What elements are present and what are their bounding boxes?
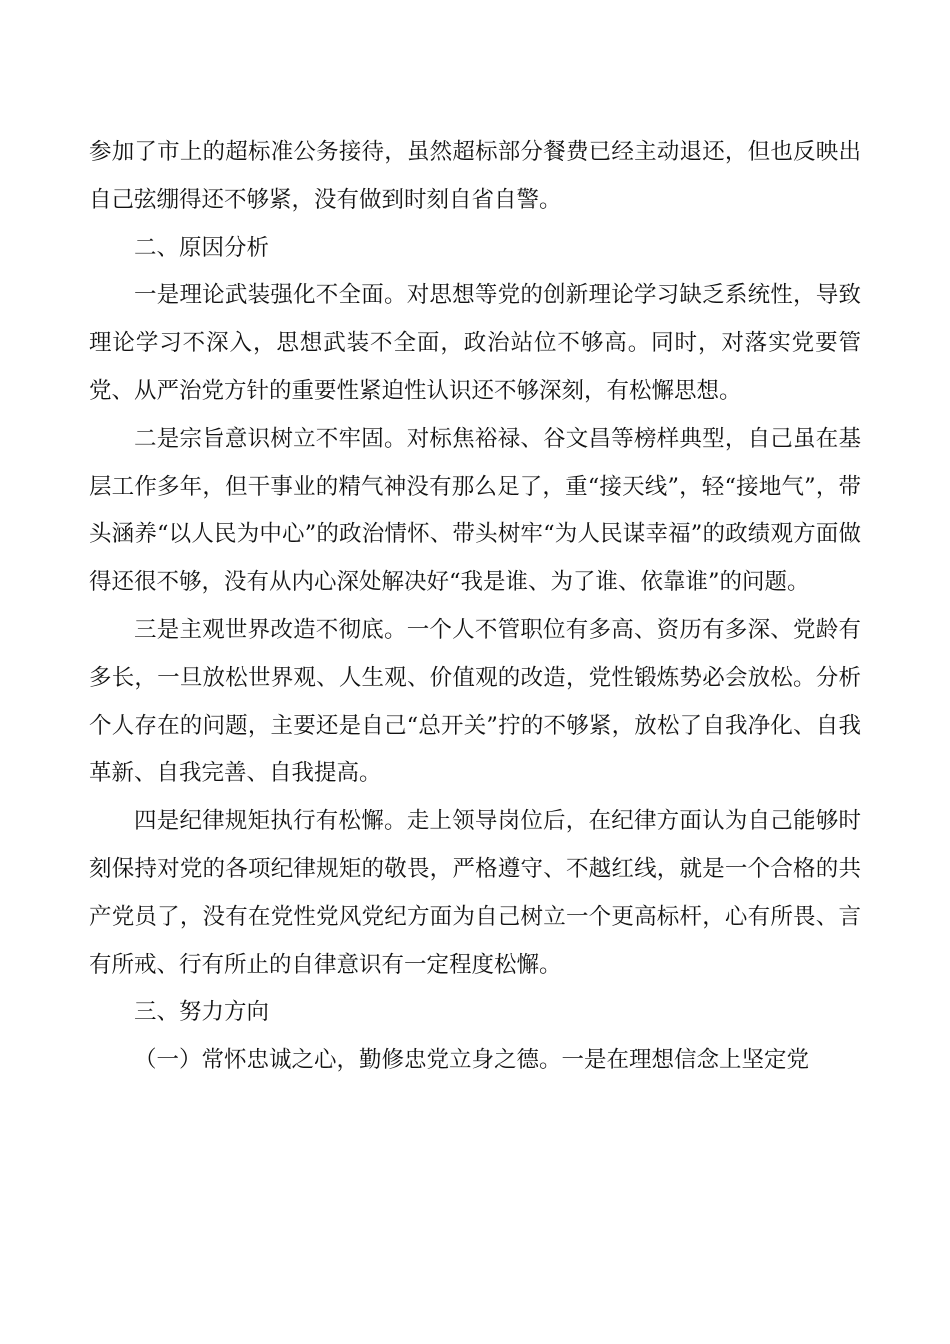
- paragraph-reason-4: 四是纪律规矩执行有松懈。走上领导岗位后，在纪律方面认为自己能够时刻保持对党的各项纪律规矩的敬畏，严格遵守、不越红线，就是一个合格的共产党员了，没有在党性党风党纪方面为自己树立一个更高标杆，心有所畏、言有所戒、行有所止的自律意识有一定程度松懈。: [89, 808, 861, 978]
- paragraph-reason-1: 一是理论武装强化不全面。对思想等党的创新理论学习缺乏系统性，导致理论学习不深入，思想武装不全面，政治站位不够高。同时，对落实党要管党、从严治党方针的重要性紧迫性认识还不够深刻，有松懈思想。: [89, 282, 861, 404]
- document-body: [89, 129, 861, 1085]
- paragraph-continuation: 参加了市上的超标准公务接待，虽然超标部分餐费已经主动退还，但也反映出自己弦绷得还不够紧，没有做到时刻自省自警。: [89, 139, 861, 213]
- paragraph-direction-1: （一）常怀忠诚之心，勤修忠党立身之德。一是在理想信念上坚定党: [134, 1047, 810, 1074]
- paragraph-reason-2: 二是宗旨意识树立不牢固。对标焦裕禄、谷文昌等榜样典型，自己虽在基层工作多年，但干事业的精气神没有那么足了，重“接天线”，轻“接地气”，带头涵养“以人民为中心”的政治情怀、带头树牢“为人民谋幸福”的政绩观方面做得还很不够，没有从内心深处解决好“我是谁、为了谁、依靠谁”的问题。: [89, 425, 861, 596]
- section-heading-direction: 三、努力方向: [134, 999, 270, 1026]
- paragraph-reason-3: 三是主观世界改造不彻底。一个人不管职位有多高、资历有多深、党龄有多长，一旦放松世界观、人生观、价值观的改造，党性锻炼势必会放松。分析个人存在的问题，主要还是自己“总开关”拧的不够紧，放松了自我净化、自我革新、自我完善、自我提高。: [89, 616, 861, 787]
- section-heading-cause-analysis: 二、原因分析: [134, 234, 270, 261]
